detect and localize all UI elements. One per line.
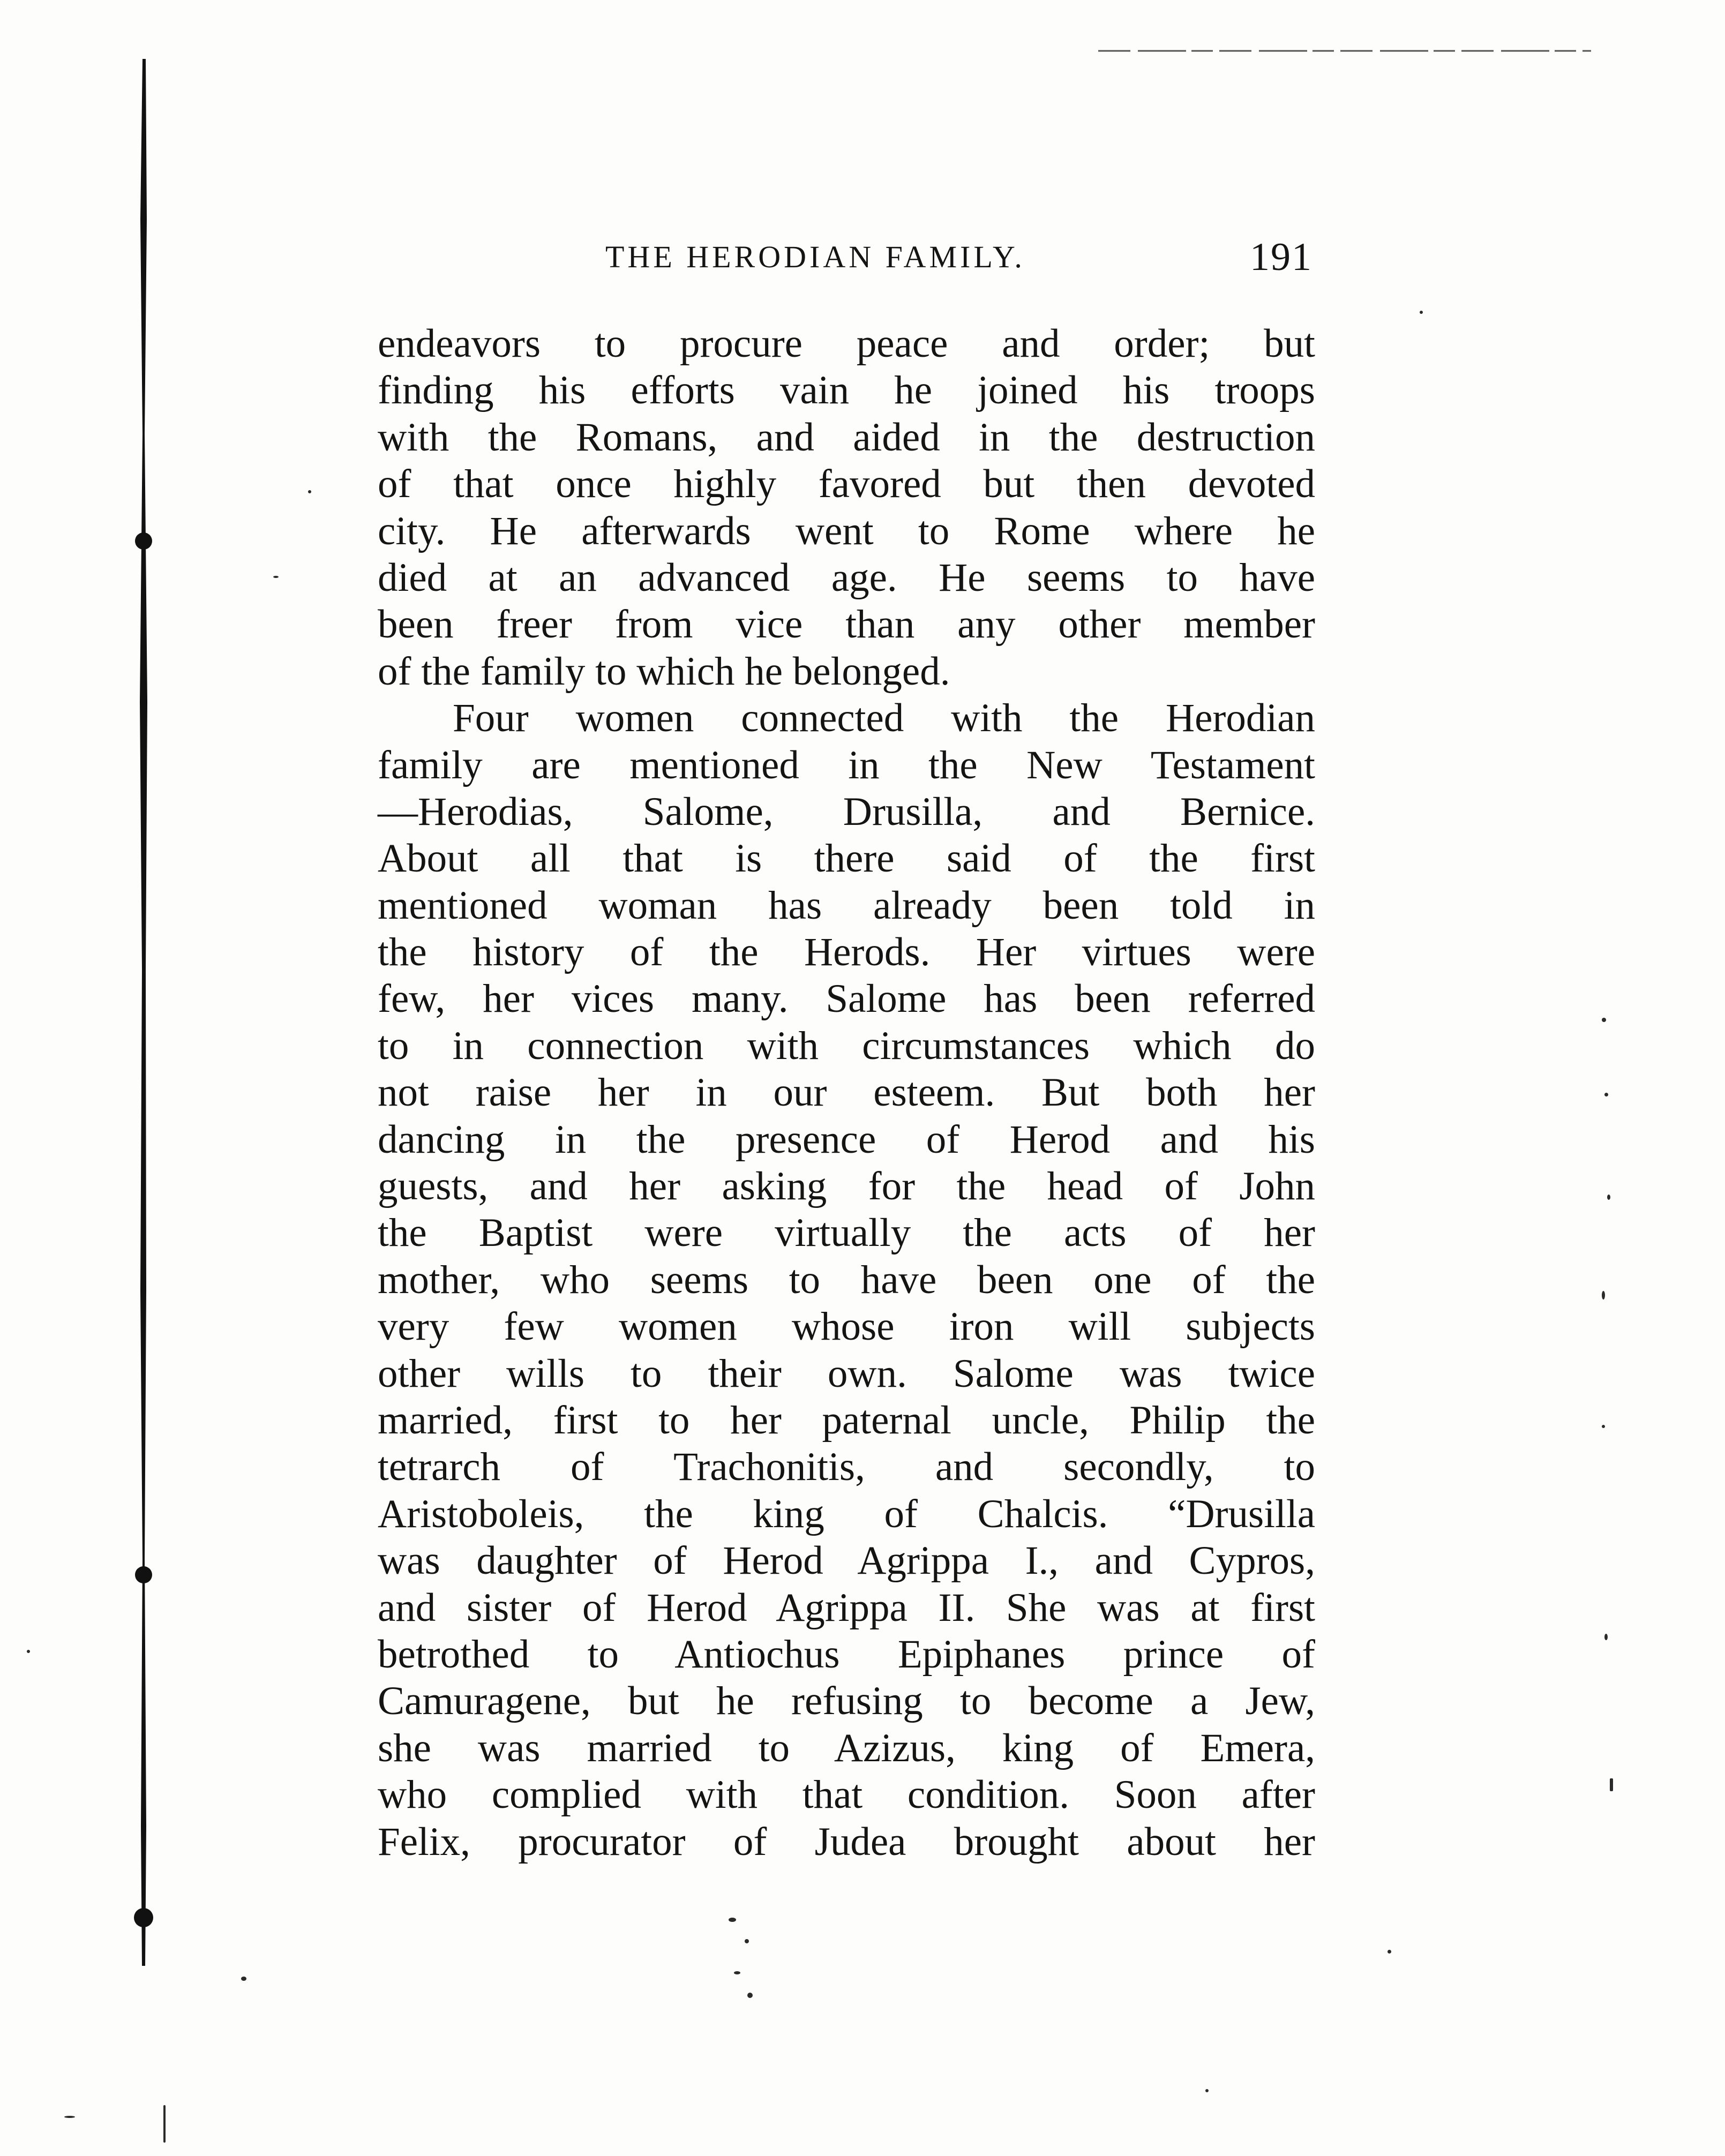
- text-line: endeavors to procure peace and order; but: [378, 321, 1315, 366]
- ink-speck: [1610, 1778, 1613, 1791]
- ink-speck: [1205, 2089, 1209, 2092]
- text-line: been freer from vice than any other member: [378, 602, 1315, 647]
- ink-speck: [1602, 1291, 1605, 1299]
- ink-speck: [729, 1918, 736, 1922]
- body-text: [378, 320, 1315, 1865]
- ink-speck: [273, 576, 279, 578]
- ink-speck: [1420, 311, 1423, 314]
- running-title: THE HERODIAN FAMILY.: [605, 239, 1025, 274]
- text-line: married, first to her paternal uncle, Philip the: [378, 1398, 1315, 1443]
- ink-speck: [1388, 1950, 1391, 1954]
- text-line: betrothed to Antiochus Epiphanes prince of: [378, 1632, 1315, 1677]
- text-line: of that once highly favored but then devoted: [378, 462, 1315, 507]
- ink-speck: [64, 2116, 75, 2118]
- ink-speck: [1602, 1018, 1606, 1022]
- page-number: 191: [1250, 235, 1312, 279]
- text-line: mother, who seems to have been one of the: [378, 1257, 1315, 1302]
- text-line: other wills to their own. Salome was twice: [378, 1351, 1315, 1396]
- text-line: not raise her in our esteem. But both her: [378, 1070, 1315, 1115]
- text-line: Aristoboleis, the king of Chalcis. “Drusilla: [378, 1491, 1315, 1536]
- ink-speck: [1607, 1195, 1610, 1200]
- top-edge-rule: [1098, 49, 1591, 52]
- text-line: was daughter of Herod Agrippa I., and Cypros,: [378, 1538, 1315, 1583]
- paragraph-end-line: of the family to which he belonged.: [378, 649, 950, 694]
- text-line: dancing in the presence of Herod and his: [378, 1117, 1315, 1162]
- ink-speck: [27, 1650, 30, 1653]
- text-line: to in connection with circumstances which do: [378, 1023, 1315, 1068]
- text-line: —Herodias, Salome, Drusilla, and Bernice.: [378, 789, 1315, 834]
- text-line: About all that is there said of the first: [378, 836, 1315, 881]
- text-line: city. He afterwards went to Rome where he: [378, 508, 1315, 553]
- ink-speck: [308, 490, 311, 493]
- ink-speck: [734, 1971, 740, 1974]
- text-line: tetrarch of Trachonitis, and secondly, to: [378, 1445, 1315, 1490]
- text-line: and sister of Herod Agrippa II. She was at first: [378, 1585, 1315, 1630]
- text-line: the Baptist were virtually the acts of her: [378, 1211, 1315, 1256]
- text-line: few, her vices many. Salome has been referred: [378, 976, 1315, 1021]
- text-line: she was married to Azizus, king of Emera,: [378, 1725, 1315, 1770]
- ink-speck: [745, 1939, 749, 1943]
- running-head: [595, 233, 1312, 281]
- text-line: guests, and her asking for the head of John: [378, 1164, 1315, 1209]
- binding-edge-shadow: [133, 59, 154, 1966]
- text-line: family are mentioned in the New Testament: [378, 742, 1315, 787]
- ink-speck: [1602, 1425, 1605, 1428]
- text-line: with the Romans, and aided in the destruction: [378, 415, 1315, 460]
- text-line: very few women whose iron will subjects: [378, 1304, 1315, 1349]
- text-line: Camuragene, but he refusing to become a Jew,: [378, 1679, 1315, 1724]
- ink-speck: [747, 1993, 753, 1998]
- text-line: Felix, procurator of Judea brought about her: [378, 1819, 1315, 1864]
- ink-speck: [1604, 1634, 1608, 1640]
- ink-speck: [1604, 1093, 1608, 1096]
- text-line: finding his efforts vain he joined his troops: [378, 368, 1315, 413]
- text-line: mentioned woman has already been told in: [378, 883, 1315, 928]
- paragraph-first-line: Four women connected with the Herodian: [453, 696, 1315, 741]
- text-line: the history of the Herods. Her virtues were: [378, 930, 1315, 975]
- text-line: died at an advanced age. He seems to have: [378, 555, 1315, 600]
- ink-speck: [241, 1977, 246, 1981]
- ink-speck: [163, 2105, 166, 2143]
- text-line: who complied with that condition. Soon after: [378, 1772, 1315, 1817]
